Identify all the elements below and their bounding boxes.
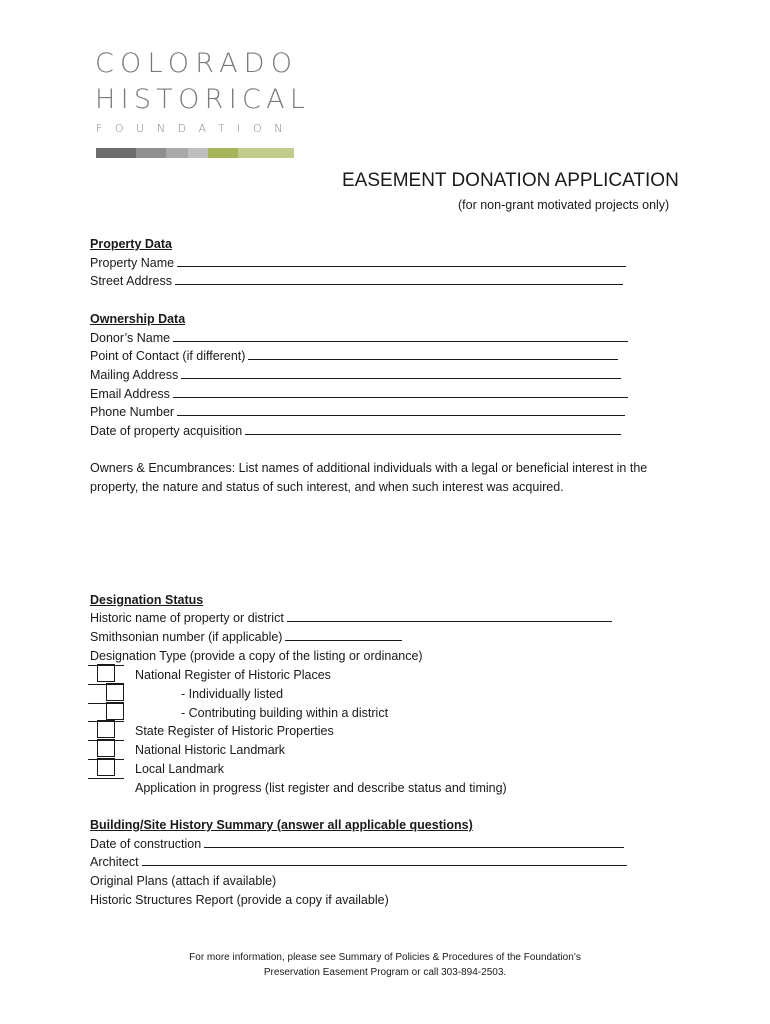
point-of-contact-blank[interactable] [248, 348, 618, 360]
logo-line-historical: HISTORICAL [95, 84, 311, 115]
checkbox-box[interactable] [97, 720, 115, 738]
mailing-address-label: Mailing Address [90, 368, 179, 382]
checkbox-box[interactable] [97, 664, 115, 682]
footer-line-1: For more information, please see Summary of Policies & Procedures of the Foundation’s [189, 952, 581, 963]
smithsonian-number-label: Smithsonian number (if applicable) [90, 630, 283, 644]
checkbox-box[interactable] [106, 702, 124, 720]
architect-blank[interactable] [142, 854, 627, 866]
acquisition-date-field[interactable] [90, 423, 621, 439]
construction-date-field[interactable] [90, 836, 624, 852]
checkbox-label: - Individually listed [181, 687, 284, 701]
logo-bar-segment [166, 148, 188, 158]
architect-field[interactable] [90, 854, 627, 870]
point-of-contact-field[interactable] [90, 348, 618, 364]
email-address-blank[interactable] [173, 386, 628, 398]
checkbox-label: National Historic Landmark [135, 743, 286, 757]
footer-line-2: Preservation Easement Program or call 303-894-2503. [263, 967, 507, 978]
building-history-heading: Building/Site History Summary (answer all applicable questions) [90, 818, 473, 832]
checkbox-box[interactable] [106, 683, 124, 701]
logo-line-foundation: FOUNDATION [96, 122, 296, 135]
street-address-label: Street Address [90, 274, 172, 288]
historic-name-blank[interactable] [287, 610, 612, 622]
street-address-blank[interactable] [175, 273, 623, 285]
historic-name-field[interactable] [90, 610, 612, 626]
phone-number-label: Phone Number [90, 405, 175, 419]
email-address-label: Email Address [90, 387, 170, 401]
designation-status-heading: Designation Status [90, 593, 204, 607]
checkbox-underline [88, 778, 124, 779]
construction-date-label: Date of construction [90, 837, 202, 851]
acquisition-date-blank[interactable] [245, 423, 621, 435]
logo-bar-segment [136, 148, 166, 158]
ownership-data-heading: Ownership Data [90, 312, 186, 326]
point-of-contact-label: Point of Contact (if different) [90, 349, 246, 363]
original-plans-label: Original Plans (attach if available) [90, 874, 277, 888]
phone-number-field[interactable] [90, 404, 625, 420]
acquisition-date-label: Date of property acquisition [90, 424, 243, 438]
logo-bar-segment [188, 148, 208, 158]
donor-name-label: Donor’s Name [90, 331, 171, 345]
property-data-heading: Property Data [90, 237, 172, 251]
smithsonian-number-field[interactable] [90, 629, 402, 645]
owners-encumbrances-paragraph: Owners & Encumbrances: List names of additional individuals with a legal or beneficial interest in the property, the nature and status of such interest, and when such interest was acquired. [90, 461, 648, 494]
mailing-address-field[interactable] [90, 367, 621, 383]
donor-name-blank[interactable] [173, 330, 628, 342]
architect-label: Architect [90, 855, 139, 869]
street-address-field[interactable] [90, 273, 623, 289]
property-name-label: Property Name [90, 256, 175, 270]
smithsonian-number-blank[interactable] [285, 629, 402, 641]
logo-bar-segment [96, 148, 136, 158]
checkbox-label: Application in progress (list register and describe status and timing) [135, 781, 507, 795]
construction-date-blank[interactable] [204, 836, 624, 848]
mailing-address-blank[interactable] [181, 367, 621, 379]
logo-bar-segment [238, 148, 294, 158]
page-title: EASEMENT DONATION APPLICATION [342, 170, 679, 191]
historic-name-label: Historic name of property or district [90, 611, 284, 625]
property-name-blank[interactable] [177, 255, 626, 267]
phone-number-blank[interactable] [177, 404, 625, 416]
checkbox-label: Local Landmark [135, 762, 224, 776]
checkbox-label: National Register of Historic Places [135, 668, 331, 682]
property-name-field[interactable] [90, 255, 626, 271]
designation-type-label: Designation Type (provide a copy of the listing or ordinance) [90, 649, 423, 663]
email-address-field[interactable] [90, 386, 628, 402]
checkbox-label: State Register of Historic Properties [135, 724, 334, 738]
historic-structures-report-label: Historic Structures Report (provide a copy if available) [90, 893, 389, 907]
page-subtitle: (for non-grant motivated projects only) [458, 198, 670, 212]
checkbox-box[interactable] [97, 758, 115, 776]
checkbox-box[interactable] [97, 739, 115, 757]
logo-bar-segment [208, 148, 238, 158]
checkbox-label: - Contributing building within a district [181, 706, 389, 720]
donor-name-field[interactable] [90, 330, 628, 346]
logo-line-colorado: COLORADO [95, 48, 299, 79]
